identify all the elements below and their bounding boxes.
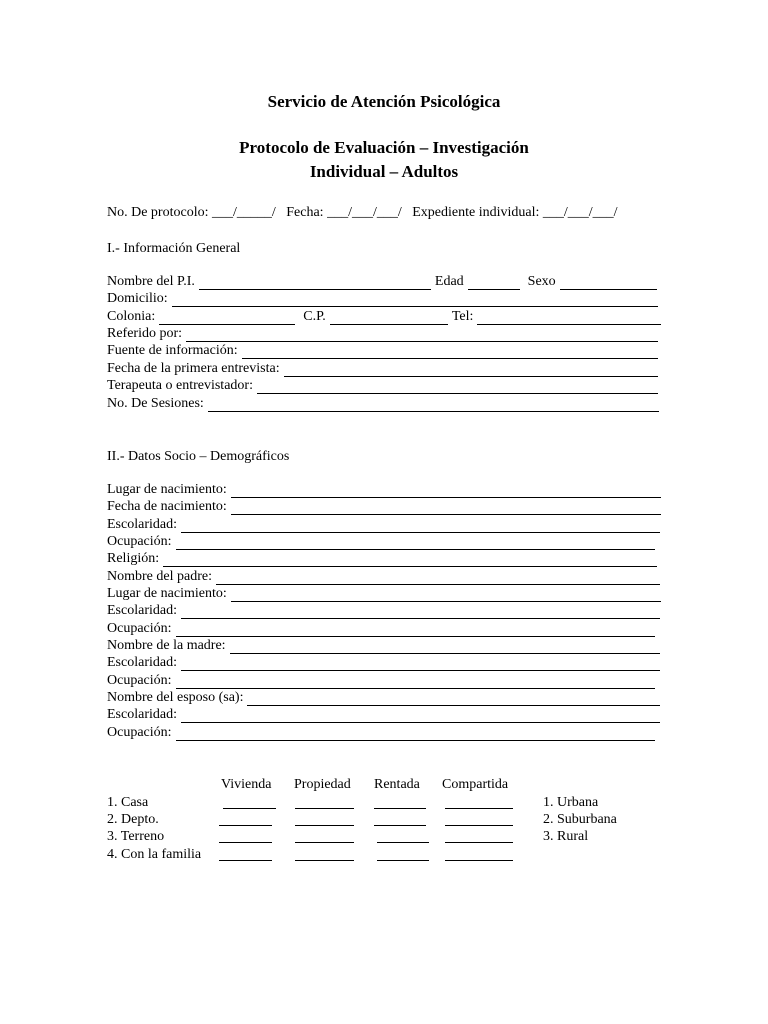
terapeuta-row: [107, 377, 658, 394]
fuente-row: [107, 342, 658, 359]
s2-row-12: [107, 689, 660, 706]
sesiones-row: [107, 395, 659, 412]
colonia-cp-tel-row: [107, 308, 661, 325]
s2-row-5: [107, 568, 660, 585]
protocol-line: No. De protocolo: ___/_____/ Fecha: ___/___/___/ Expediente individual: ___/___/___/: [107, 205, 618, 220]
edad-blank[interactable]: [468, 276, 520, 290]
col-header-propiedad: Propiedad: [294, 777, 351, 792]
field-label: Fuente de información:: [107, 343, 238, 358]
table-blank[interactable]: [445, 842, 513, 843]
field-blank[interactable]: [181, 519, 660, 533]
table-blank[interactable]: [445, 825, 513, 826]
s2-row-8: [107, 620, 655, 637]
section2-heading: II.- Datos Socio – Demográficos: [107, 449, 290, 464]
field-label: Nombre de la madre:: [107, 638, 226, 653]
area-option: 3. Rural: [543, 829, 589, 844]
form-subtitle-line2: Individual – Adultos: [309, 162, 459, 181]
domicilio-row: [107, 290, 658, 307]
table-blank[interactable]: [295, 808, 354, 809]
domicilio-blank[interactable]: [172, 293, 658, 307]
colonia-blank[interactable]: [159, 311, 295, 325]
section1-heading: I.- Información General: [107, 241, 241, 256]
table-blank[interactable]: [377, 860, 429, 861]
col-header-compartida: Compartida: [442, 777, 509, 792]
field-label: Fecha de nacimiento:: [107, 499, 227, 514]
primera-entrevista-blank[interactable]: [284, 363, 658, 377]
field-label: Ocupación:: [107, 673, 172, 688]
col-header-rentada: Rentada: [374, 777, 420, 792]
referido-row: [107, 325, 658, 342]
field-blank[interactable]: [181, 605, 660, 619]
cp-blank[interactable]: [330, 311, 448, 325]
field-blank[interactable]: [181, 657, 660, 671]
table-blank[interactable]: [295, 860, 354, 861]
table-blank[interactable]: [445, 808, 513, 809]
field-blank[interactable]: [176, 675, 655, 689]
col-header-vivienda: Vivienda: [221, 777, 272, 792]
field-blank[interactable]: [176, 623, 655, 637]
field-blank[interactable]: [230, 640, 660, 654]
form-title: Servicio de Atención Psicológica: [267, 92, 501, 111]
field-label: Escolaridad:: [107, 603, 177, 618]
nombre-label: Nombre del P.I.: [107, 274, 195, 289]
table-blank[interactable]: [374, 808, 426, 809]
s2-row-1: [107, 498, 661, 515]
field-label: Nombre del padre:: [107, 569, 212, 584]
field-blank[interactable]: [247, 692, 660, 706]
field-label: Escolaridad:: [107, 707, 177, 722]
housing-row-label: 1. Casa: [107, 795, 149, 810]
field-blank[interactable]: [163, 553, 657, 567]
referido-blank[interactable]: [186, 328, 658, 342]
field-blank[interactable]: [231, 484, 661, 498]
s2-row-9: [107, 637, 660, 654]
field-blank[interactable]: [231, 501, 661, 515]
table-blank[interactable]: [219, 825, 272, 826]
field-blank[interactable]: [181, 709, 660, 723]
field-label: Nombre del esposo (sa):: [107, 690, 244, 705]
s2-row-14: [107, 724, 655, 741]
nombre-blank[interactable]: [199, 276, 431, 290]
table-blank[interactable]: [295, 842, 354, 843]
tel-label: Tel:: [451, 309, 474, 324]
table-blank[interactable]: [295, 825, 354, 826]
s2-row-7: [107, 602, 660, 619]
s2-row-3: [107, 533, 655, 550]
colonia-label: Colonia:: [107, 309, 156, 324]
cp-label: C.P.: [303, 309, 326, 324]
s2-row-6: [107, 585, 661, 602]
field-label: Ocupación:: [107, 725, 172, 740]
primera-entrevista-row: [107, 360, 658, 377]
s2-row-0: [107, 481, 661, 498]
housing-row-label: 3. Terreno: [107, 829, 165, 844]
sexo-blank[interactable]: [560, 276, 657, 290]
field-label: Referido por:: [107, 326, 183, 341]
s2-row-11: [107, 672, 655, 689]
field-label: Ocupación:: [107, 534, 172, 549]
field-blank[interactable]: [216, 571, 660, 585]
form-subtitle-line1: Protocolo de Evaluación – Investigación: [239, 138, 529, 157]
edad-label: Edad: [434, 274, 464, 289]
s2-row-2: [107, 516, 660, 533]
field-label: Religión:: [107, 551, 160, 566]
table-blank[interactable]: [377, 842, 429, 843]
table-blank[interactable]: [445, 860, 513, 861]
field-label: Escolaridad:: [107, 655, 177, 670]
field-label: No. De Sesiones:: [107, 396, 204, 411]
field-label: Ocupación:: [107, 621, 172, 636]
terapeuta-blank[interactable]: [257, 380, 658, 394]
sexo-label: Sexo: [527, 274, 556, 289]
field-label: Escolaridad:: [107, 517, 177, 532]
field-blank[interactable]: [176, 536, 655, 550]
s2-row-4: [107, 550, 657, 567]
area-option: 2. Suburbana: [543, 812, 617, 827]
field-blank[interactable]: [176, 727, 655, 741]
area-option: 1. Urbana: [543, 795, 599, 810]
table-blank[interactable]: [219, 842, 272, 843]
domicilio-label: Domicilio:: [107, 291, 168, 306]
field-label: Lugar de nacimiento:: [107, 482, 227, 497]
field-blank[interactable]: [231, 588, 661, 602]
tel-blank[interactable]: [477, 311, 661, 325]
fuente-blank[interactable]: [242, 345, 658, 359]
nombre-edad-sexo-row: [107, 273, 657, 290]
sesiones-blank[interactable]: [208, 398, 659, 412]
s2-row-13: [107, 706, 660, 723]
field-label: Lugar de nacimiento:: [107, 586, 227, 601]
field-label: Terapeuta o entrevistador:: [107, 378, 253, 393]
field-label: Fecha de la primera entrevista:: [107, 361, 280, 376]
table-blank[interactable]: [219, 860, 272, 861]
table-blank[interactable]: [223, 808, 276, 809]
housing-row-label: 4. Con la familia: [107, 847, 202, 862]
s2-row-10: [107, 654, 660, 671]
table-blank[interactable]: [374, 825, 426, 826]
housing-row-label: 2. Depto.: [107, 812, 159, 827]
